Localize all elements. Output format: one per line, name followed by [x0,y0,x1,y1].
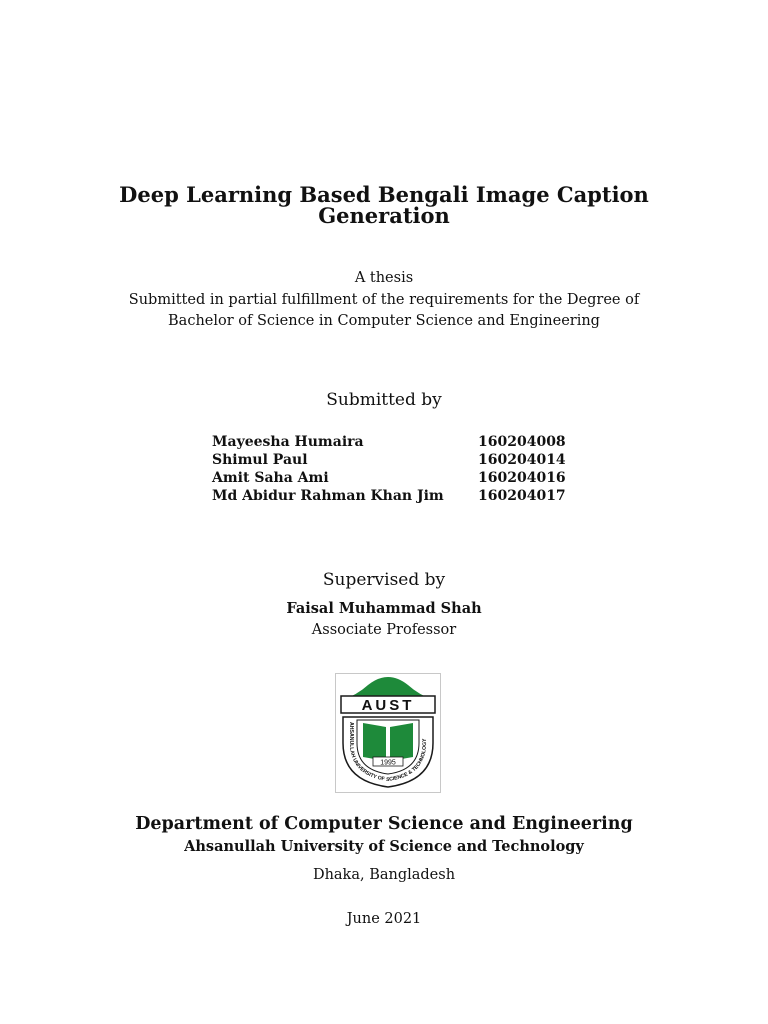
supervisor-designation: Associate Professor [311,622,457,638]
student-name: Mayeesha Humaira [212,434,364,450]
student-id: 160204014 [478,452,566,468]
department-name: Department of Computer Science and Engineering [135,814,633,834]
logo-ring-text: AHSANULLAH UNIVERSITY OF SCIENCE & TECHNOLOGY [347,722,429,784]
thesis-requirement-line: Submitted in partial fulfillment of the requirements for the Degree of [128,291,640,308]
student-row [212,451,568,469]
student-id: 160204008 [478,434,566,450]
university-name: Ahsanullah University of Science and Technology [184,838,584,855]
supervised-by-heading: Supervised by [322,570,446,590]
student-name: Shimul Paul [212,452,308,468]
supervisor-name: Faisal Muhammad Shah [286,600,482,617]
logo-acronym: AUST [361,697,415,714]
thesis-title [0,184,768,226]
student-row [212,487,568,505]
logo-year: 1995 [380,759,396,767]
title-line-2: Generation [318,203,450,228]
submission-date: June 2021 [346,911,422,927]
student-row [212,469,568,487]
student-row [212,433,568,451]
student-list [212,433,568,505]
title-line-1: Deep Learning Based Bengali Image Caption [119,182,649,207]
aust-logo [335,673,441,793]
student-id: 160204016 [478,470,566,486]
student-name: Amit Saha Ami [212,470,329,486]
aust-logo-icon [335,673,441,793]
student-name: Md Abidur Rahman Khan Jim [212,488,444,504]
location: Dhaka, Bangladesh [312,867,456,883]
thesis-degree-line: Bachelor of Science in Computer Science and Engineering [168,313,600,329]
thesis-statement [0,268,768,333]
student-id: 160204017 [478,488,566,504]
submitted-by-heading: Submitted by [326,390,442,410]
thesis-type: A thesis [354,270,414,286]
